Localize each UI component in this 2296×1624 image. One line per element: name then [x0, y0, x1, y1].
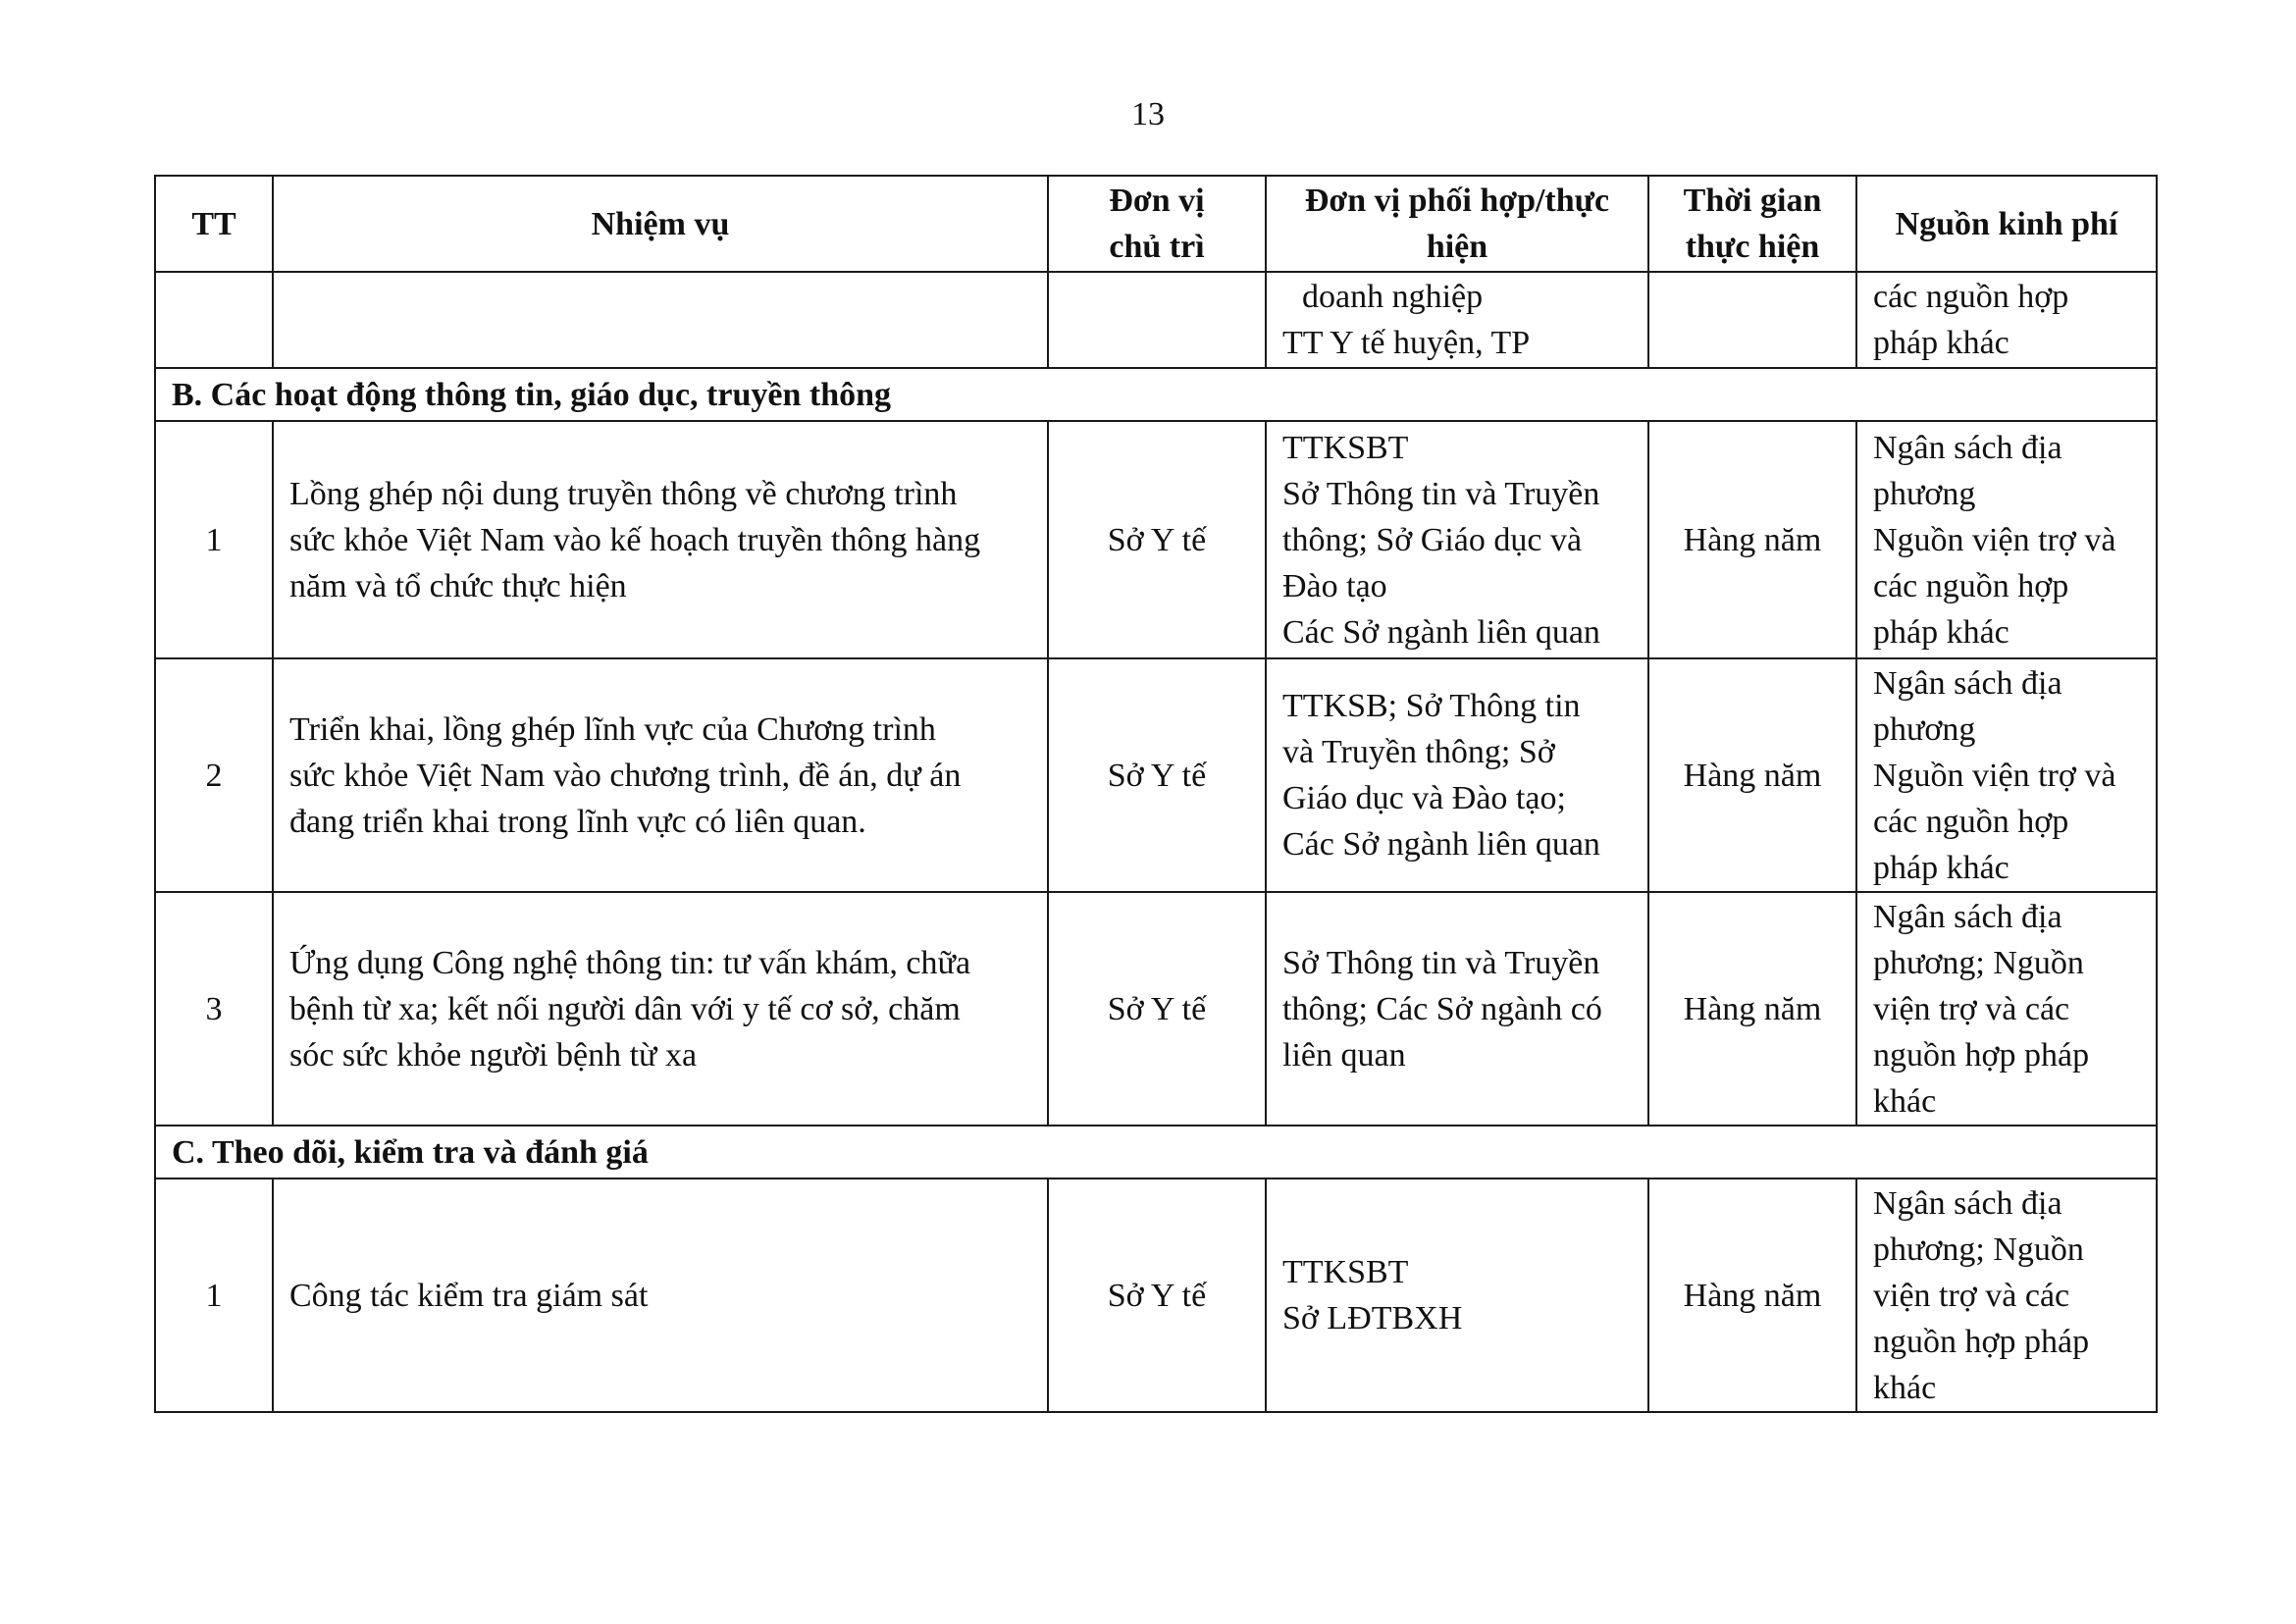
cell-time	[1648, 272, 1856, 368]
cell-tt: 1	[155, 421, 273, 658]
table-row	[155, 421, 2157, 658]
text-line: các nguồn hợp	[1873, 279, 2069, 315]
text-line: năm và tổ chức thực hiện	[289, 567, 627, 604]
text-line: phương; Nguồn	[1873, 1231, 2084, 1268]
text-line: Sở LĐTBXH	[1282, 1300, 1463, 1336]
section-row-c	[155, 1126, 2157, 1179]
text-line: khác	[1873, 1082, 1937, 1120]
cell-time: Hàng năm	[1648, 892, 1856, 1126]
text-line: Triển khai, lồng ghép lĩnh vực của Chương trình	[289, 710, 936, 748]
cell-task	[273, 1179, 1048, 1412]
cell-task	[273, 421, 1048, 658]
text-line: thông; Sở Giáo dục và	[1282, 521, 1583, 558]
text-line: bệnh từ xa; kết nối người dân với y tế cơ sở, chăm	[289, 990, 961, 1027]
cell-time: Hàng năm	[1648, 421, 1856, 658]
text-line: phương; Nguồn	[1873, 944, 2084, 981]
section-title-c: C. Theo dõi, kiểm tra và đánh giá	[155, 1126, 2157, 1179]
cell-coordinating-unit	[1266, 421, 1648, 658]
cell-funding	[1856, 658, 2157, 892]
text-line: pháp khác	[1873, 613, 2009, 651]
task-table	[154, 175, 2158, 1413]
text-line: pháp khác	[1873, 849, 2009, 886]
cell-coordinating-unit	[1266, 658, 1648, 892]
cell-task	[273, 272, 1048, 368]
text-line: pháp khác	[1873, 325, 2009, 361]
cell-funding	[1856, 892, 2157, 1126]
text-line: các nguồn hợp	[1873, 567, 2069, 604]
text-line: Nguồn viện trợ và	[1873, 757, 2116, 794]
text-line: Các Sở ngành liên quan	[1282, 613, 1600, 651]
text-line: và Truyền thông; Sở	[1282, 734, 1555, 770]
header-time-line: thực hiện	[1685, 229, 1820, 265]
text-line: TT Y tế huyện, TP	[1282, 325, 1531, 361]
table-row	[155, 892, 2157, 1126]
header-time-line: Thời gian	[1683, 183, 1822, 219]
cell-tt	[155, 272, 273, 368]
text-line: Giáo dục và Đào tạo;	[1282, 780, 1566, 816]
text-line: thông; Các Sở ngành có	[1282, 990, 1602, 1027]
text-line: Công tác kiểm tra giám sát	[289, 1277, 649, 1314]
text-line: Lồng ghép nội dung truyền thông về chương trình	[289, 475, 958, 512]
text-line: nguồn hợp pháp	[1873, 1323, 2090, 1360]
header-coordinating-unit-line: hiện	[1426, 229, 1488, 265]
text-line: Ngân sách địa	[1873, 429, 2062, 466]
text-line: TTKSB; Sở Thông tin	[1282, 688, 1581, 724]
cell-task	[273, 892, 1048, 1126]
cell-funding	[1856, 1179, 2157, 1412]
header-lead-unit	[1048, 176, 1266, 272]
cell-coordinating-unit	[1266, 892, 1648, 1126]
text-line: Ngân sách địa	[1873, 898, 2062, 935]
cell-task	[273, 658, 1048, 892]
text-line: TTKSBT	[1282, 429, 1409, 466]
text-line: viện trợ và các	[1873, 990, 2070, 1027]
cell-funding	[1856, 272, 2157, 368]
text-line: Ngân sách địa	[1873, 664, 2062, 702]
table-row	[155, 1179, 2157, 1412]
text-line: Ngân sách địa	[1873, 1184, 2062, 1222]
text-line: đang triển khai trong lĩnh vực có liên quan.	[289, 803, 866, 840]
cell-lead-unit	[1048, 272, 1266, 368]
table-row-continuation	[155, 272, 2157, 368]
cell-tt: 1	[155, 1179, 273, 1412]
header-time	[1648, 176, 1856, 272]
text-line: nguồn hợp pháp	[1873, 1036, 2090, 1074]
table-header-row	[155, 176, 2157, 272]
header-funding: Nguồn kinh phí	[1856, 176, 2157, 272]
header-lead-unit-line: Đơn vị	[1109, 183, 1205, 219]
header-lead-unit-line: chủ trì	[1109, 229, 1205, 265]
text-line: sức khỏe Việt Nam vào chương trình, đề án, dự án	[289, 757, 962, 794]
text-line: sức khỏe Việt Nam vào kế hoạch truyền thông hàng	[289, 521, 981, 558]
cell-lead-unit: Sở Y tế	[1048, 658, 1266, 892]
header-task: Nhiệm vụ	[273, 176, 1048, 272]
text-line: Sở Thông tin và Truyền	[1282, 475, 1600, 512]
text-line: doanh nghiệp	[1302, 279, 1484, 315]
text-line: TTKSBT	[1282, 1254, 1409, 1290]
cell-lead-unit: Sở Y tế	[1048, 892, 1266, 1126]
text-line: Sở Thông tin và Truyền	[1282, 944, 1600, 981]
section-title-b: B. Các hoạt động thông tin, giáo dục, truyền thông	[155, 368, 2157, 421]
text-line: sóc sức khỏe người bệnh từ xa	[289, 1036, 698, 1074]
cell-time: Hàng năm	[1648, 658, 1856, 892]
text-line: các nguồn hợp	[1873, 803, 2069, 840]
cell-tt: 2	[155, 658, 273, 892]
text-line: viện trợ và các	[1873, 1277, 2070, 1314]
cell-coordinating-unit	[1266, 272, 1648, 368]
cell-lead-unit: Sở Y tế	[1048, 1179, 1266, 1412]
page-number: 13	[1131, 96, 1165, 132]
header-tt: TT	[155, 176, 273, 272]
text-line: phương	[1873, 475, 1976, 512]
text-line: phương	[1873, 710, 1976, 748]
text-line: liên quan	[1282, 1036, 1406, 1074]
cell-time: Hàng năm	[1648, 1179, 1856, 1412]
header-coordinating-unit	[1266, 176, 1648, 272]
cell-coordinating-unit	[1266, 1179, 1648, 1412]
section-row-b	[155, 368, 2157, 421]
table-row	[155, 658, 2157, 892]
text-line: Nguồn viện trợ và	[1873, 521, 2116, 558]
text-line: Các Sở ngành liên quan	[1282, 826, 1600, 863]
cell-tt: 3	[155, 892, 273, 1126]
header-coordinating-unit-line: Đơn vị phối hợp/thực	[1304, 183, 1610, 219]
text-line: Ứng dụng Công nghệ thông tin: tư vấn khám, chữa	[289, 944, 971, 981]
text-line: Đào tạo	[1282, 567, 1387, 604]
text-line: khác	[1873, 1369, 1937, 1406]
cell-lead-unit: Sở Y tế	[1048, 421, 1266, 658]
cell-funding	[1856, 421, 2157, 658]
